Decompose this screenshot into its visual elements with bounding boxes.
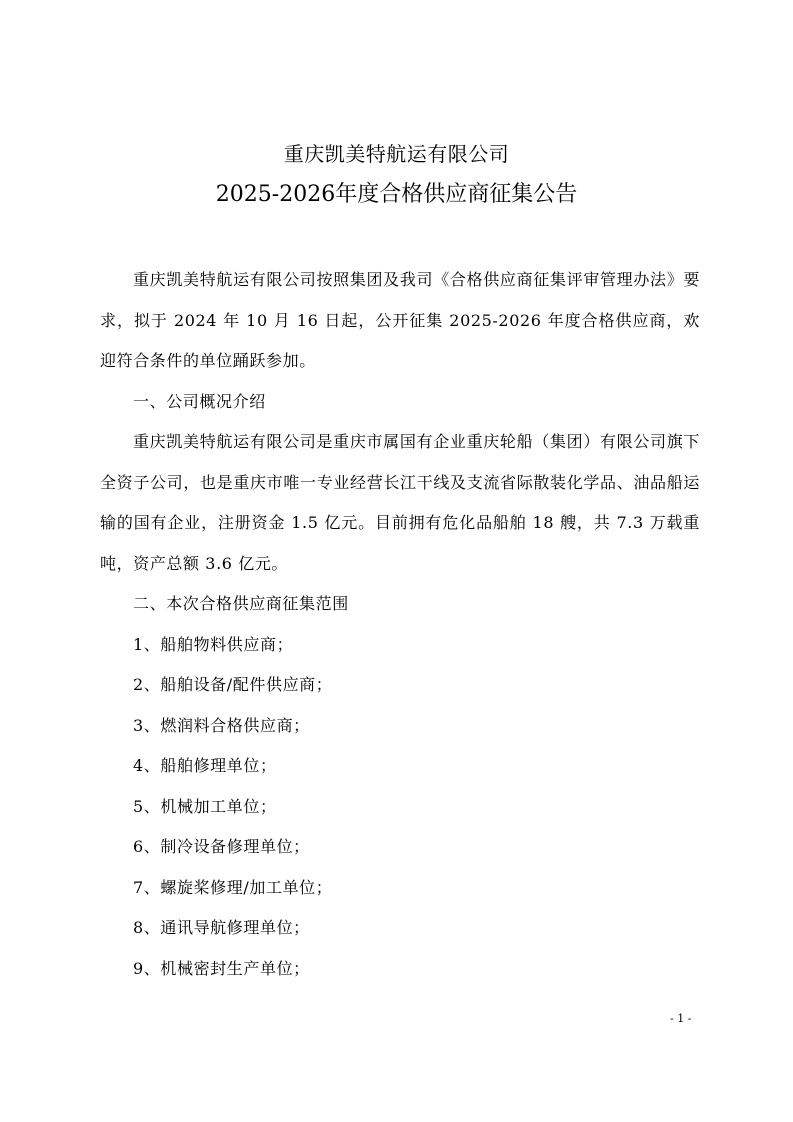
intro-paragraph: 重庆凯美特航运有限公司按照集团及我司《合格供应商征集评审管理办法》要求，拟于 2024 年 10 月 16 日起，公开征集 2025-2026 年度合格供应商，欢迎符合条件的单位踊跃参加。 [100,270,700,370]
document-body [100,260,700,989]
scope-item: 6、制冷设备修理单位； [133,837,310,856]
scope-item: 5、机械加工单位； [133,796,277,816]
scope-item: 4、船舶修理单位； [133,756,277,775]
page-number: - 1 - [670,1012,692,1025]
scope-item: 9、机械密封生产单位； [133,958,310,978]
scope-item: 8、通讯导航修理单位； [133,918,310,937]
page-title: 2025-2026年度合格供应商征集公告 [215,182,578,207]
scope-item: 2、船舶设备/配件供应商； [133,675,333,694]
scope-item: 3、燃润料合格供应商； [133,715,310,735]
scope-item: 7、螺旋桨修理/加工单位； [133,877,333,897]
scope-item: 1、船舶物料供应商； [133,634,294,654]
section-heading-scope: 二、本次合格供应商征集范围 [133,594,349,613]
section-heading-company: 一、公司概况介绍 [133,391,266,411]
company-overview-paragraph: 重庆凯美特航运有限公司是重庆市属国有企业重庆轮船（集团）有限公司旗下全资子公司，也是重庆市唯一专业经营长江干线及支流省际散装化学品、油品船运输的国有企业，注册资金 1.5 亿元。目前拥有危化品船舶 18 艘，共 7.3 万载重吨，资产总额 3.6 亿元。 [100,432,700,573]
company-name: 重庆凯美特航运有限公司 [283,142,510,166]
